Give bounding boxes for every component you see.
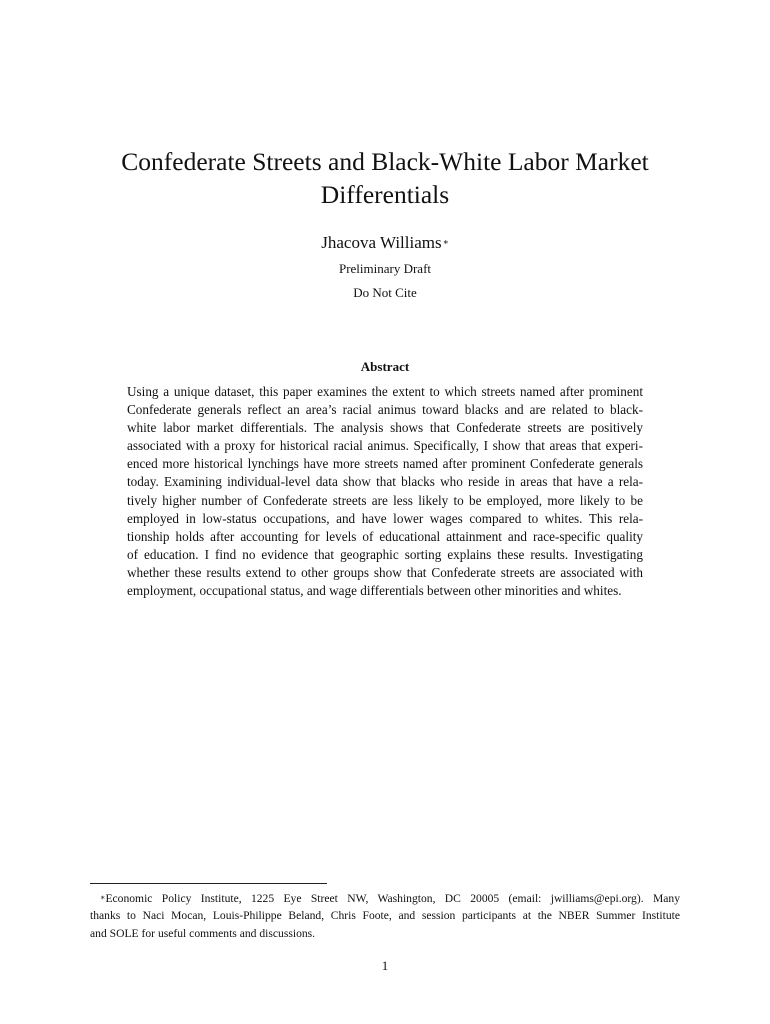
abstract-line: tively higher number of Confederate streets are less likely to be employed, more likely to be: [127, 492, 643, 508]
abstract-line: whether these results extend to other groups show that Confederate streets are associated with: [127, 564, 643, 580]
paper-title: Confederate Streets and Black-White Labor Market Differentials: [121, 147, 649, 209]
author-footnote: [90, 890, 680, 942]
abstract-heading: Abstract: [360, 359, 410, 374]
footnote-line: thanks to Naci Mocan, Louis-Philippe Beland, Chris Foote, and session participants at the NBER Summer Institute: [90, 909, 680, 923]
abstract-line: of education. I find no evidence that geographic sorting explains these results. Investigating: [127, 546, 643, 562]
author-name-text: Jhacova Williams: [321, 233, 442, 252]
abstract-line: Confederate generals reflect an area’s racial animus toward blacks and are related to black-: [127, 402, 643, 418]
abstract-line: today. Examining individual-level data show that blacks who reside in areas that have a rela-: [127, 474, 643, 490]
author-name: [0, 233, 770, 253]
abstract-line: associated with a proxy for historical racial animus. Specifically, I show that areas that experi-: [127, 438, 643, 454]
page-number: 1: [381, 958, 389, 973]
abstract-line: white labor market differentials. The analysis shows that Confederate streets are positively: [127, 420, 643, 436]
abstract-line: tionship holds after accounting for levels of educational attainment and race-specific quality: [127, 528, 643, 544]
citation-notice-line: Do Not Cite: [353, 285, 417, 300]
draft-status-line: Preliminary Draft: [338, 261, 432, 276]
author-footnote-mark[interactable]: ∗: [442, 237, 449, 247]
abstract-body: [127, 383, 643, 600]
abstract-line: enced more historical lynchings have more streets named after prominent Confederate generals: [127, 456, 643, 472]
abstract-line: employed in low-status occupations, and have lower wages compared to whites. This rela-: [127, 510, 643, 526]
footnote-line-text: Economic Policy Institute, 1225 Eye Street NW, Washington, DC 20005 (email: jwilliams@epi.org). Many: [105, 892, 680, 905]
abstract-line: employment, occupational status, and wage differentials between other minorities and whites.: [127, 583, 622, 599]
abstract-line: Using a unique dataset, this paper examines the extent to which streets named after prominent: [127, 384, 643, 399]
footnote-line: and SOLE for useful comments and discussions.: [90, 926, 316, 940]
footnote-divider: [90, 883, 327, 884]
footnote-line: [90, 890, 680, 907]
footnote-mark: ∗: [100, 893, 106, 902]
